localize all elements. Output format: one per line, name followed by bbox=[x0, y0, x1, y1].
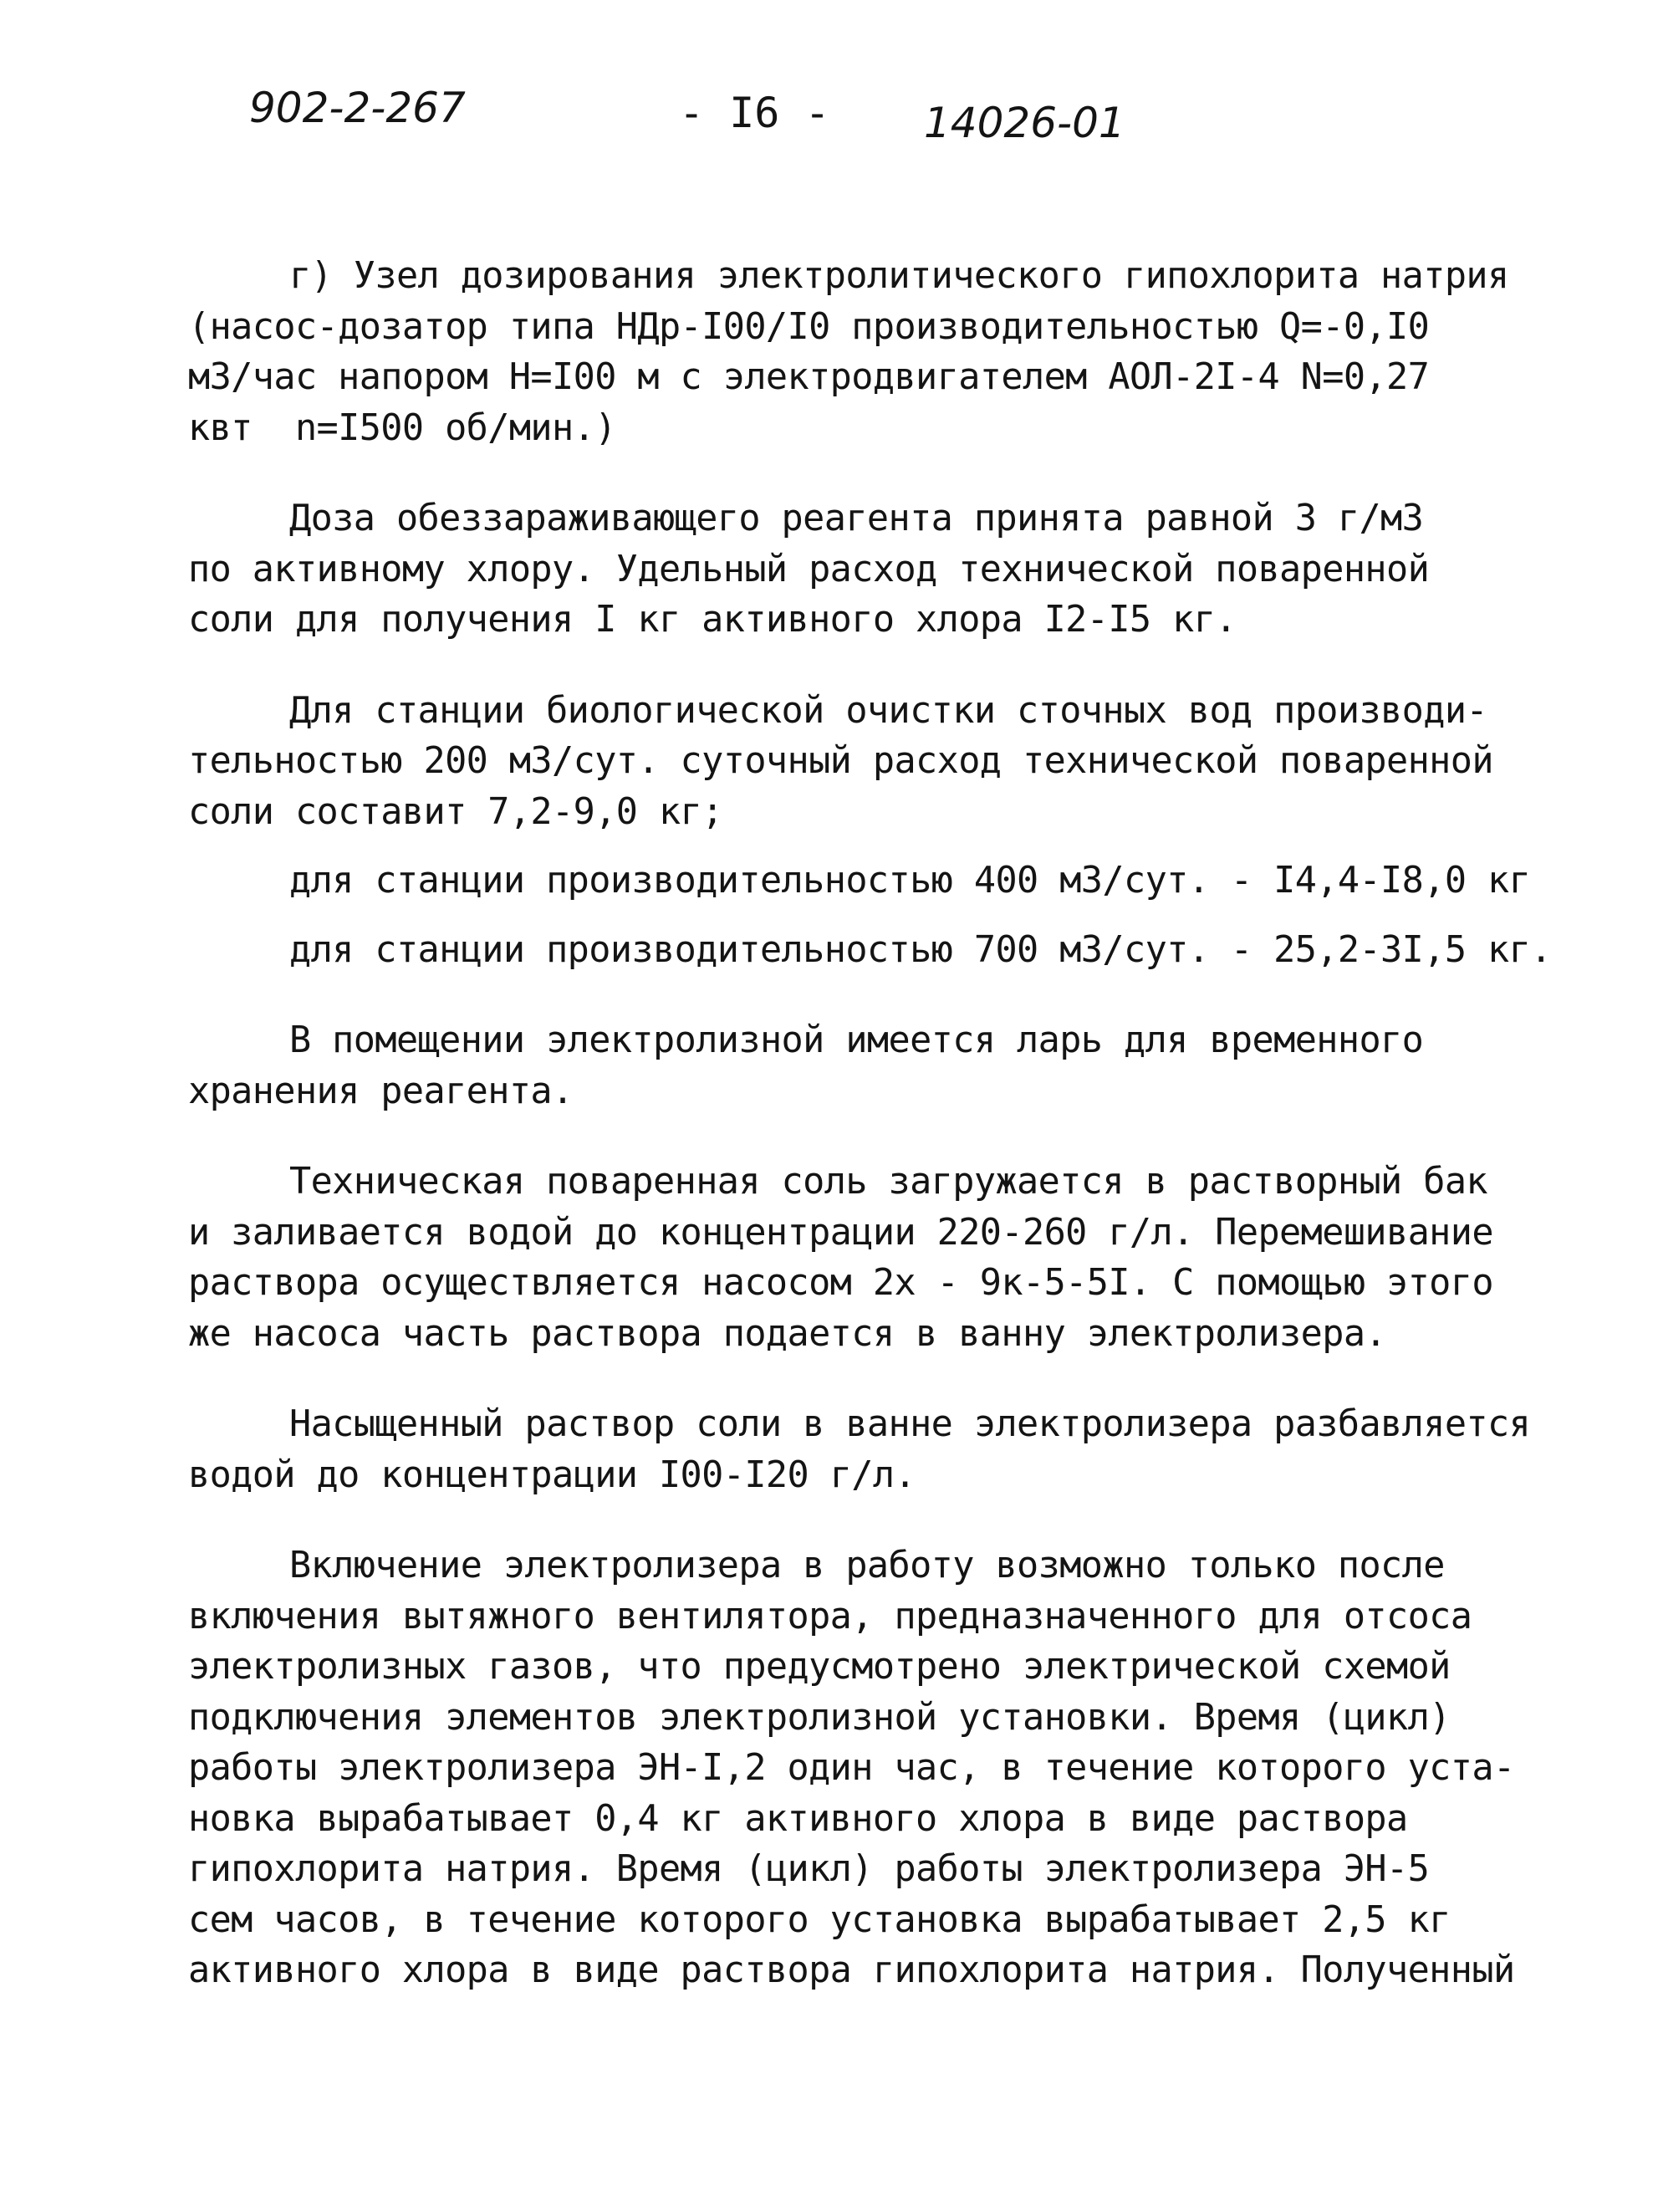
text-line: работы электролизера ЭН-I,2 один час, в течение которого уста- bbox=[188, 1747, 1515, 1789]
text-line: г) Узел дозирования электролитического гипохлорита натрия bbox=[289, 255, 1509, 297]
text-line: сем часов, в течение которого установка вырабатывает 2,5 кг bbox=[188, 1898, 1451, 1941]
text-line: соли для получения I кг активного хлора I2-I5 кг. bbox=[188, 599, 1237, 641]
header-document-code: 902-2-267 bbox=[249, 84, 466, 132]
header-inventory-number: 14026-01 bbox=[924, 99, 1125, 147]
paragraph-station-200 bbox=[188, 686, 1518, 838]
text-line: квт n=I500 об/мин.) bbox=[188, 406, 616, 449]
text-line: включения вытяжного вентилятора, предназначенного для отсоса bbox=[188, 1595, 1472, 1637]
text-line: для станции производительностью 400 м3/сут. - I4,4-I8,0 кг bbox=[289, 860, 1531, 902]
text-line: Техническая поваренная соль загружается в растворный бак bbox=[289, 1161, 1487, 1203]
paragraph-salt-loading bbox=[188, 1157, 1518, 1359]
text-line: по активному хлору. Удельный расход технической поваренной bbox=[188, 548, 1430, 590]
text-line: же насоса часть раствора подается в ванну электролизера. bbox=[188, 1312, 1386, 1355]
text-line: водой до концентрации I00-I20 г/л. bbox=[188, 1453, 916, 1496]
text-line: Доза обеззараживающего реагента принята равной 3 г/м3 bbox=[289, 498, 1424, 539]
text-line: гипохлорита натрия. Время (цикл) работы электролизера ЭН-5 bbox=[188, 1848, 1430, 1890]
text-line: и заливается водой до концентрации 220-260 г/л. Перемешивание bbox=[188, 1211, 1493, 1254]
text-line: подключения элементов электролизной установки. Время (цикл) bbox=[188, 1696, 1451, 1739]
text-line: м3/час напором Н=I00 м с электродвигателем АОЛ-2I-4 N=0,27 bbox=[188, 356, 1430, 398]
paragraph-storage bbox=[188, 1015, 1518, 1116]
text-line: раствора осуществляется насосом 2х - 9к-5-5I. С помощью этого bbox=[188, 1262, 1493, 1304]
text-line: активного хлора в виде раствора гипохлорита натрия. Полученный bbox=[188, 1949, 1515, 1991]
paragraph-dilution bbox=[188, 1399, 1531, 1500]
text-line: В помещении электролизной имеется ларь для временного bbox=[289, 1019, 1424, 1061]
text-line: Включение электролизера в работу возможно только после bbox=[289, 1545, 1445, 1586]
paragraph-reagent-dose bbox=[188, 493, 1518, 646]
text-line: электролизных газов, что предусмотрено электрической схемой bbox=[188, 1646, 1451, 1688]
header-page-number: - I6 - bbox=[679, 89, 830, 137]
text-line: соли составит 7,2-9,0 кг; bbox=[188, 790, 723, 833]
text-line: Для станции биологической очистки сточных вод производи- bbox=[289, 689, 1487, 732]
paragraph-electrolyzer-operation bbox=[188, 1540, 1518, 1996]
paragraph-dosing-unit bbox=[188, 251, 1518, 453]
paragraph-station-400 bbox=[188, 856, 1531, 907]
text-line: Насыщенный раствор соли в ванне электролизера разбавляется bbox=[289, 1403, 1531, 1445]
text-line: тельностью 200 м3/сут. суточный расход технической поваренной bbox=[188, 740, 1493, 782]
text-line: новка вырабатывает 0,4 кг активного хлора в виде раствора bbox=[188, 1797, 1408, 1840]
body-text bbox=[188, 251, 1552, 1996]
paragraph-station-700 bbox=[188, 925, 1552, 976]
text-line: хранения реагента. bbox=[188, 1070, 574, 1112]
text-line: для станции производительностью 700 м3/сут. - 25,2-3I,5 кг. bbox=[289, 928, 1552, 971]
text-line: (насос-дозатор типа НДр-I00/I0 производительностью Q=-0,I0 bbox=[188, 305, 1430, 348]
